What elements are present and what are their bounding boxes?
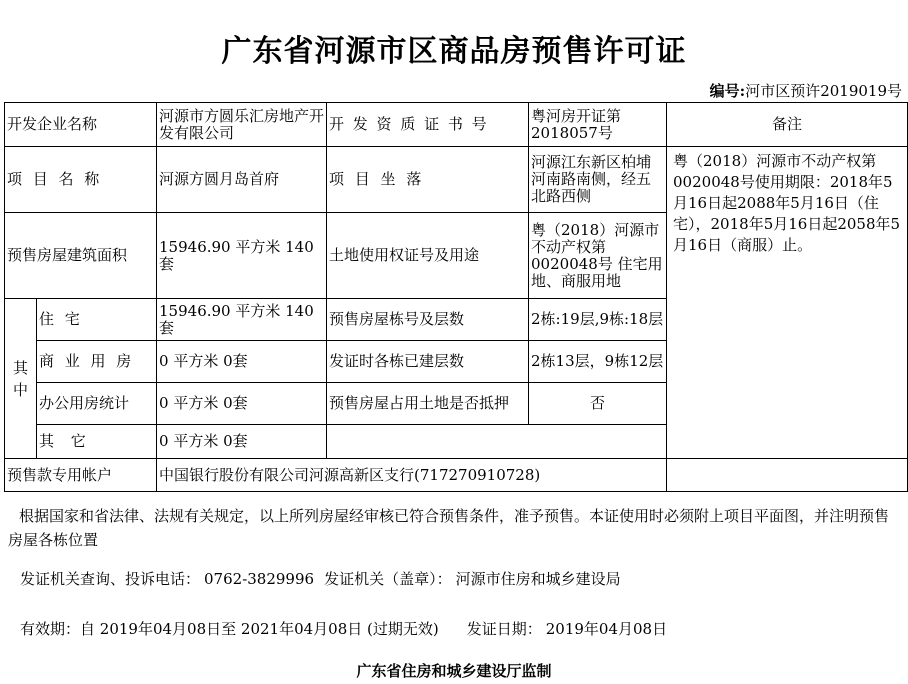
office-label: 办公用房统计 [37,383,157,425]
issuer-label: 发证机关（盖章）： [324,570,452,588]
other-value: 0 平方米 0套 [157,425,327,459]
presale-area-label: 预售房屋建筑面积 [5,213,157,299]
issue-date-value: 2019年04月08日 [545,620,668,638]
mortgage-label: 预售房屋占用土地是否抵押 [327,383,529,425]
commercial-label: 商 业 用 房 [37,341,157,383]
certificate-number [710,80,902,101]
developer-label: 开发企业名称 [5,103,157,147]
page-title: 广东省河源市区商品房预售许可证 [221,34,687,69]
qualification-value: 粤河房开证第2018057号 [529,103,667,147]
contact-label: 发证机关查询、投诉电话： [20,570,201,588]
issue-date-label: 发证日期： [466,620,542,638]
building-count-label: 预售房屋栋号及层数 [327,299,529,341]
validity-line [20,618,667,639]
issuer-value: 河源市住房和城乡建设局 [455,570,621,588]
built-floors-value: 2栋13层，9栋12层 [529,341,667,383]
notice-text: 根据国家和省法律、法规有关规定，以上所列房屋经审核已符合预售条件，准予预售。本证使用时必须附上项目平面图，并注明预售房屋各栋位置 [8,507,890,549]
building-count-value: 2栋:19层,9栋:18层 [529,299,667,341]
built-floors-label: 发证时各栋已建层数 [327,341,529,383]
remark-value: 粤（2018）河源市不动产权第0020048号使用期限：2018年5月16日起2088年5月16日（住宅），2018年5月16日起2058年5月16日（商服）止。 [667,147,908,459]
residential-label: 住 宅 [37,299,157,341]
footer-supervisor: 广东省住房和城乡建设厅监制 [356,662,552,680]
account-label: 预售款专用帐户 [5,459,157,492]
project-location-label: 项 目 坐 落 [327,147,529,213]
contact-line [20,568,621,589]
residential-value: 15946.90 平方米 140套 [157,299,327,341]
project-name-value: 河源方圆月岛首府 [157,147,327,213]
qualification-label: 开 发 资 质 证 书 号 [327,103,529,147]
account-value: 中国银行股份有限公司河源高新区支行(717270910728) [157,459,667,492]
other-label: 其 它 [37,425,157,459]
land-cert-value: 粤（2018）河源市不动产权第0020048号 住宅用地、商服用地 [529,213,667,299]
commercial-value: 0 平方米 0套 [157,341,327,383]
blank-cell [327,425,667,459]
land-cert-label: 土地使用权证号及用途 [327,213,529,299]
certificate-number-label: 编号: [709,82,746,100]
certificate-number-value: 河市区预许2019019号 [745,82,902,100]
project-location-value: 河源江东新区柏埔河南路南侧，经五北路西侧 [529,147,667,213]
validity-value: 自 2019年04月08日至 2021年04月08日 (过期无效) [80,620,439,638]
validity-label: 有效期： [20,620,81,638]
office-value: 0 平方米 0套 [157,383,327,425]
project-name-label: 项 目 名 称 [5,147,157,213]
among-label: 其中 [5,299,37,459]
account-blank-cell [667,459,908,492]
mortgage-value: 否 [529,383,667,425]
certificate-table [4,102,908,492]
remark-label: 备注 [667,103,908,147]
developer-value: 河源市方圆乐汇房地产开发有限公司 [157,103,327,147]
contact-phone: 0762-3829996 [204,570,315,588]
presale-area-value: 15946.90 平方米 140套 [157,213,327,299]
